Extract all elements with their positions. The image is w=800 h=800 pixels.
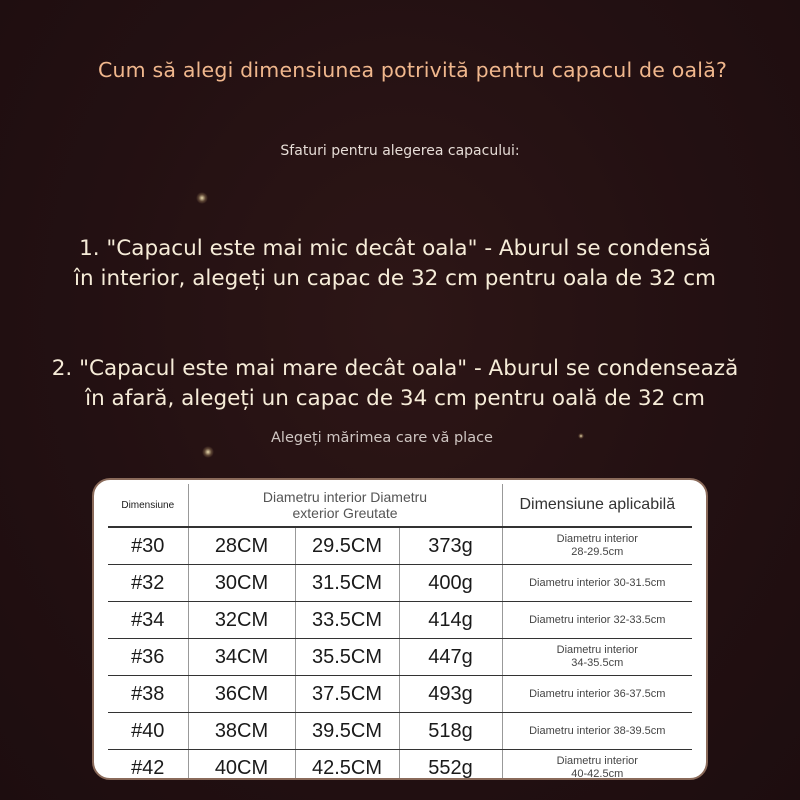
cell-inner-diameter: 30CM <box>188 565 295 602</box>
cell-inner-diameter: 38CM <box>188 713 295 750</box>
tip-2-line-1: 2. "Capacul este mai mare decât oala" - Aburul se condensează <box>51 356 739 381</box>
light-sparkle-1 <box>196 192 208 204</box>
size-table <box>108 484 692 780</box>
tip-1-line-2: în interior, alegeți un capac de 32 cm pentru oala de 32 cm <box>74 266 716 291</box>
cell-applicable-line-2: 34-35.5cm <box>571 657 624 669</box>
choose-size-text: Alegeți mărimea care vă place <box>271 430 493 446</box>
light-sparkle-2 <box>202 446 214 458</box>
cell-inner-diameter: 28CM <box>188 527 295 565</box>
table-row <box>108 527 692 565</box>
cell-size: #42 <box>131 756 165 779</box>
table-row <box>108 565 692 602</box>
cell-size: #32 <box>108 565 188 602</box>
table-row <box>108 750 692 781</box>
table-row <box>108 713 692 750</box>
cell-inner-diameter: 36CM <box>188 676 295 713</box>
cell-inner-diameter: 34CM <box>188 639 295 676</box>
header-measurements-line-1: Diametru interior Diametru <box>262 489 428 505</box>
cell-weight: 518g <box>399 713 502 750</box>
table-row <box>108 639 692 676</box>
cell-outer-diameter: 33.5CM <box>295 602 399 639</box>
cell-size: #36 <box>108 639 188 676</box>
cell-weight: 400g <box>399 565 502 602</box>
cell-weight: 414g <box>399 602 502 639</box>
cell-weight: 373g <box>399 527 502 565</box>
cell-outer-diameter: 42.5CM <box>295 750 399 781</box>
cell-size: #34 <box>108 602 188 639</box>
header-applicable: Dimensiune aplicabilă <box>502 484 692 527</box>
header-dimension: Dimensiune <box>108 484 188 527</box>
size-table-card <box>92 478 708 780</box>
tip-2 <box>0 354 790 414</box>
cell-applicable <box>502 602 692 639</box>
cell-applicable-line-2: 28-29.5cm <box>571 546 624 558</box>
header-measurements-line-2: exterior Greutate <box>292 505 398 521</box>
cell-weight: 493g <box>399 676 502 713</box>
table-row <box>108 676 692 713</box>
tip-2-line-2: în afară, alegeți un capac de 34 cm pentru oală de 32 cm <box>85 386 705 411</box>
cell-weight: 552g <box>399 750 502 781</box>
table-header-row <box>108 484 692 527</box>
cell-applicable-line-1: Diametru interior 30-31.5cm <box>529 576 666 589</box>
cell-outer-diameter: 37.5CM <box>295 676 399 713</box>
cell-size: #38 <box>108 676 188 713</box>
cell-applicable <box>502 750 692 781</box>
cell-applicable <box>502 527 692 565</box>
cell-outer-diameter: 29.5CM <box>295 527 399 565</box>
cell-applicable-line-2: 40-42.5cm <box>571 768 624 780</box>
cell-size: #40 <box>108 713 188 750</box>
cell-applicable-line-1: Diametru interior <box>556 644 638 656</box>
cell-outer-diameter: 35.5CM <box>295 639 399 676</box>
cell-applicable <box>502 676 692 713</box>
cell-inner-diameter: 40CM <box>188 750 295 781</box>
tips-subtitle: Sfaturi pentru alegerea capacului: <box>280 143 520 159</box>
cell-size: #30 <box>108 527 188 565</box>
cell-outer-diameter: 39.5CM <box>295 713 399 750</box>
tip-1-line-1: 1. "Capacul este mai mic decât oala" - Aburul se condensă <box>79 236 711 261</box>
cell-weight: 447g <box>399 639 502 676</box>
cell-applicable-line-1: Diametru interior <box>556 533 638 545</box>
cell-applicable-line-1: Diametru interior <box>556 755 638 767</box>
header-measurements <box>188 484 502 527</box>
cell-applicable <box>502 565 692 602</box>
table-row <box>108 602 692 639</box>
tip-1 <box>0 234 790 294</box>
cell-outer-diameter: 31.5CM <box>295 565 399 602</box>
cell-applicable-line-1: Diametru interior 38-39.5cm <box>529 724 666 737</box>
cell-applicable <box>502 639 692 676</box>
cell-applicable-line-1: Diametru interior 32-33.5cm <box>529 613 666 626</box>
page-title: Cum să alegi dimensiunea potrivită pentru capacul de oală? <box>97 58 728 82</box>
cell-applicable-line-1: Diametru interior 36-37.5cm <box>529 687 666 700</box>
cell-inner-diameter: 32CM <box>188 602 295 639</box>
cell-applicable <box>502 713 692 750</box>
